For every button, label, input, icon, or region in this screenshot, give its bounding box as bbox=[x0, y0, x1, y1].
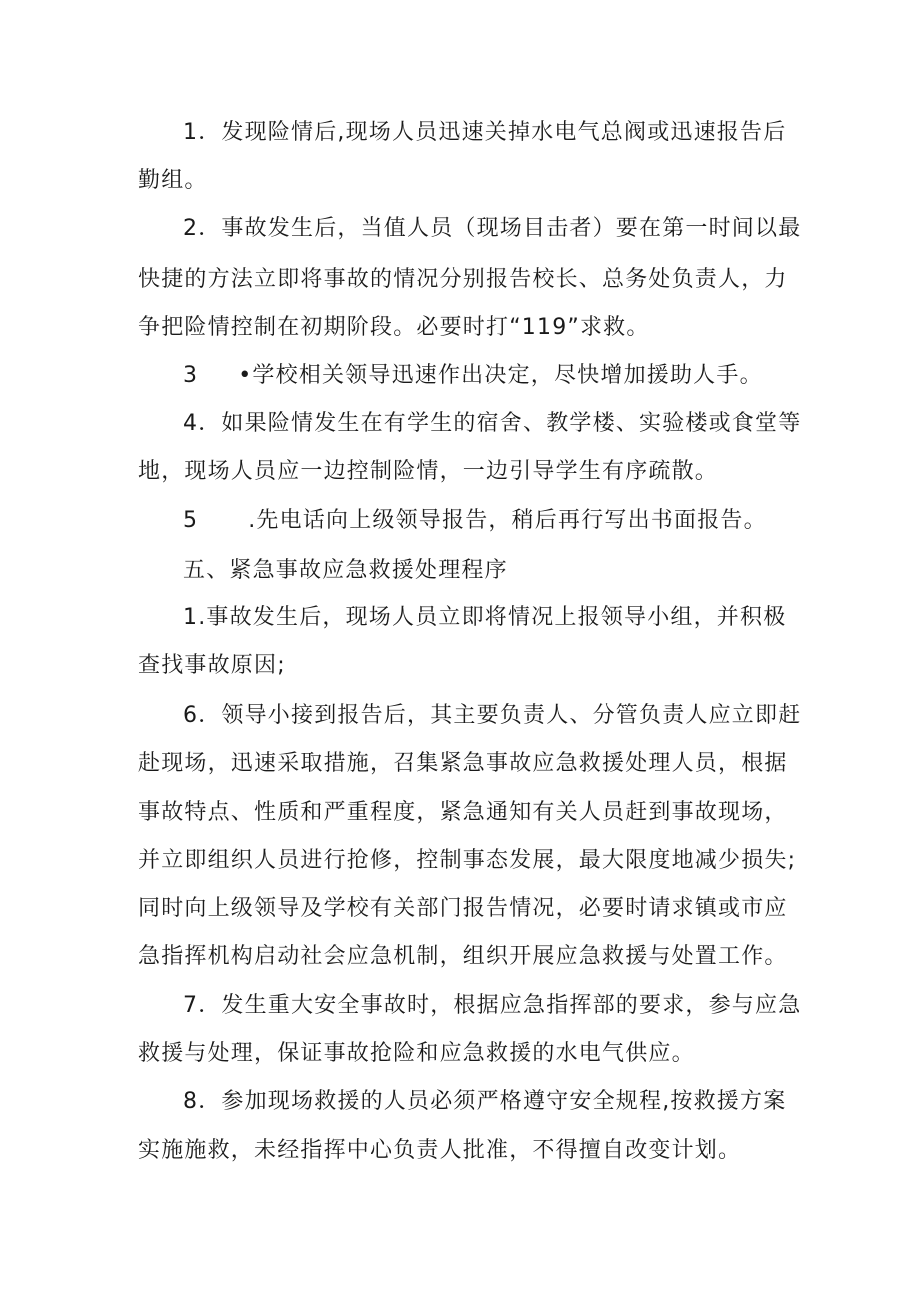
item-5 bbox=[183, 506, 843, 536]
step-1-line-1: 1.事故发生后，现场人员立即将情况上报领导小组，并积极 bbox=[183, 605, 787, 630]
step-1-line-2: 查找事故原因; bbox=[138, 653, 286, 678]
item-5-number: 5 bbox=[183, 508, 199, 533]
item-4-line-2: 地，现场人员应一边控制险情，一边引导学生有序疏散。 bbox=[138, 459, 719, 484]
item-6-line-6: 急指挥机构启动社会应急机制，组织开展应急救援与处置工作。 bbox=[138, 944, 788, 969]
item-2-line-3: 争把险情控制在初期阶段。必要时打“119”求救。 bbox=[138, 315, 650, 340]
item-6-line-4: 并立即组织人员进行抢修，控制事态发展，最大限度地减少损失; bbox=[138, 848, 797, 873]
item-6-line-2: 赴现场，迅速采取措施，召集紧急事故应急救援处理人员，根据 bbox=[138, 751, 788, 776]
item-7-line-2: 救援与处理，保证事故抢险和应急救援的水电气供应。 bbox=[138, 1041, 695, 1066]
item-3 bbox=[183, 361, 843, 391]
item-4-line-1: 4．如果险情发生在有学生的宿舍、教学楼、实验楼或食堂等 bbox=[183, 411, 802, 436]
item-1-line-2: 勤组。 bbox=[138, 168, 208, 193]
item-5-text: .先电话向上级领导报告，稍后再行写出书面报告。 bbox=[248, 508, 767, 533]
item-8-line-1: 8．参加现场救援的人员必须严格遵守安全规程,按救援方案 bbox=[183, 1089, 787, 1114]
item-6-line-3: 事故特点、性质和严重程度，紧急通知有关人员赶到事故现场， bbox=[138, 800, 788, 825]
item-6-line-1: 6．领导小接到报告后，其主要负责人、分管负责人应立即赶 bbox=[183, 703, 802, 728]
item-2-line-2: 快捷的方法立即将事故的情况分别报告校长、总务处负责人，力 bbox=[138, 267, 788, 292]
item-3-text: •学校相关领导迅速作出决定，尽快增加援助人手。 bbox=[238, 363, 763, 388]
item-6-line-5: 同时向上级领导及学校有关部门报告情况，必要时请求镇或市应 bbox=[138, 896, 788, 921]
section-heading: 五、紧急事故应急救援处理程序 bbox=[183, 558, 508, 583]
item-1-line-1: 1．发现险情后,现场人员迅速关掉水电气总阀或迅速报告后 bbox=[183, 120, 787, 145]
item-2-line-1: 2．事故发生后，当值人员（现场目击者）要在第一时间以最 bbox=[183, 216, 802, 241]
item-3-number: 3 bbox=[183, 363, 199, 388]
item-8-line-2: 实施施救，未经指挥中心负责人批准，不得擅自改变计划。 bbox=[138, 1138, 742, 1163]
item-7-line-1: 7．发生重大安全事故时，根据应急指挥部的要求，参与应急 bbox=[183, 993, 802, 1018]
